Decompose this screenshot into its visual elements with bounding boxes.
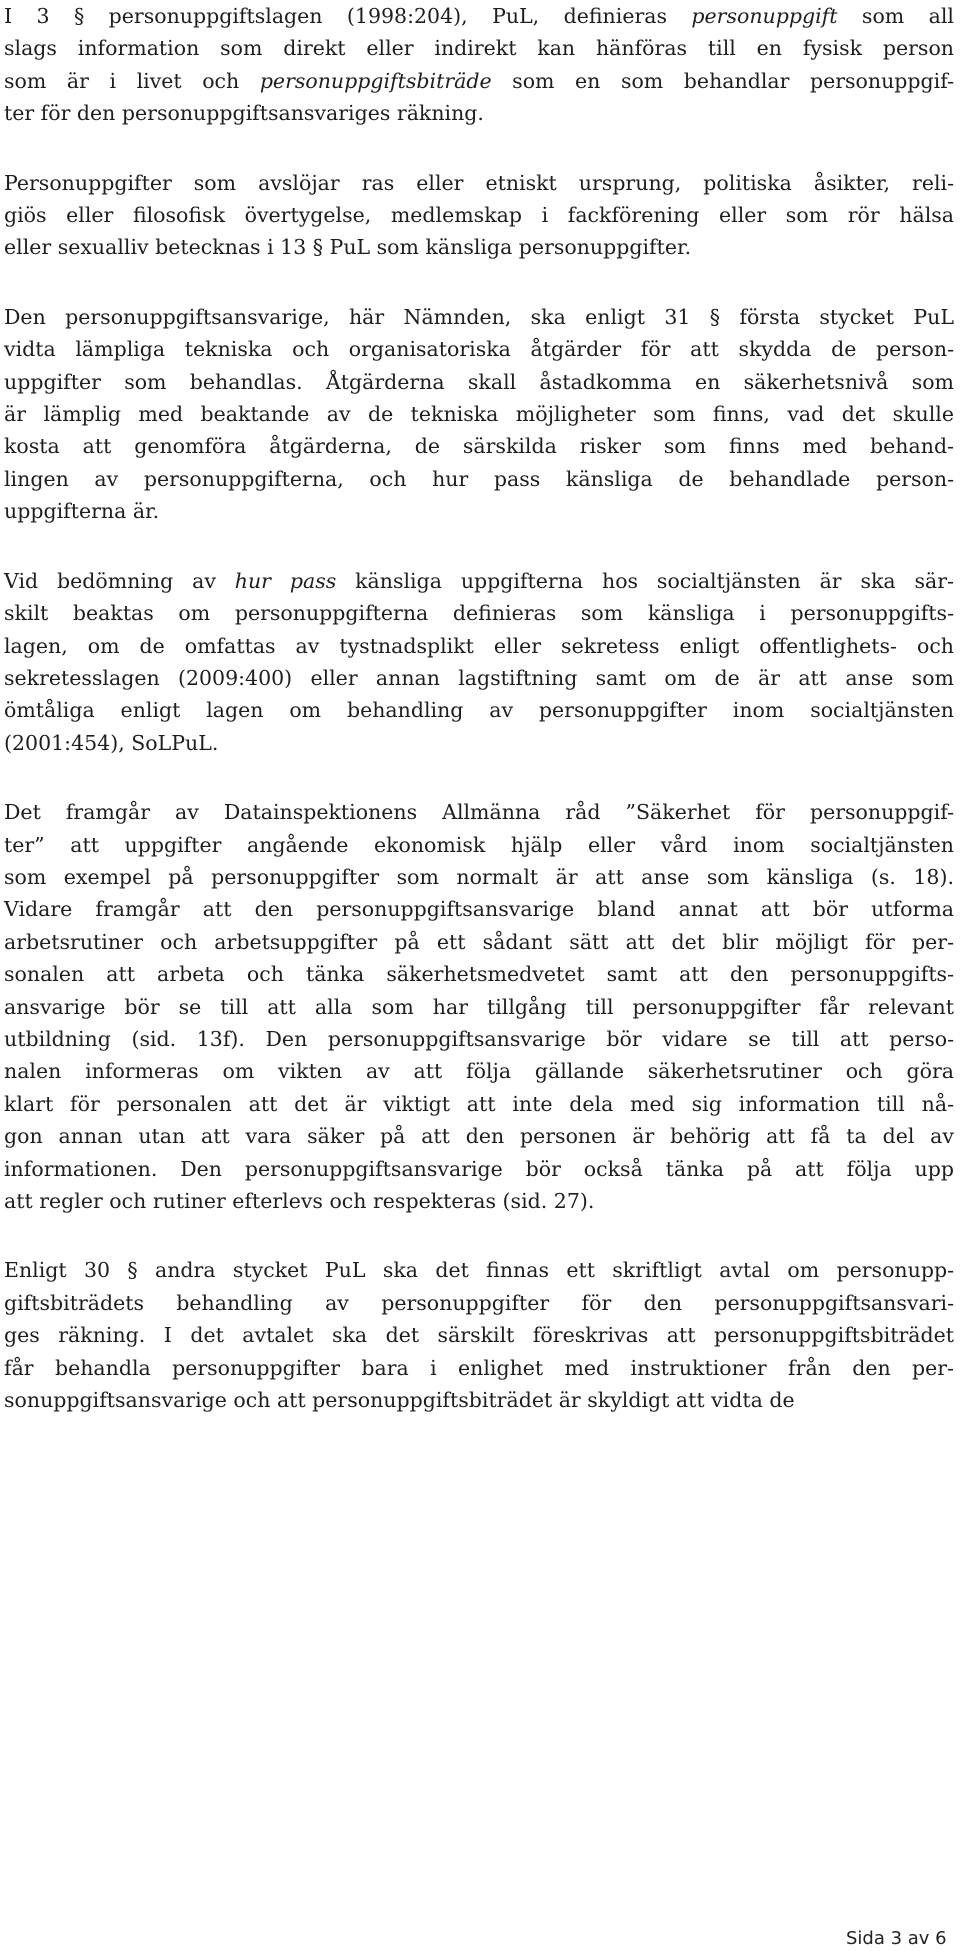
text-line <box>4 32 954 64</box>
text-run: eller sexualliv betecknas i 13 § PuL som känsliga personuppgifter. <box>4 235 692 260</box>
text-run: Vidare framgår att den personuppgiftsansvarige bland annat att bör utforma <box>4 897 954 922</box>
text-line <box>4 1352 954 1384</box>
text-run: Den personuppgiftsansvarige, här Nämnden, ska enligt 31 § första stycket PuL <box>4 304 954 329</box>
text-run: uppgifterna är. <box>4 499 160 524</box>
text-run: gon annan utan att vara säker på att den personen är behörig att få ta del av <box>4 1124 954 1149</box>
paragraph <box>4 167 954 264</box>
body-text <box>4 0 954 1416</box>
text-run: Personuppgifter som avslöjar ras eller etniskt ursprung, politiska åsikter, reli- <box>4 170 954 195</box>
text-line <box>4 495 954 527</box>
text-line <box>4 1153 954 1185</box>
paragraph-gap <box>4 528 954 565</box>
italic-term: hur pass <box>234 568 337 593</box>
paragraph-gap <box>4 130 954 167</box>
paragraph-gap <box>4 1217 954 1254</box>
text-line <box>4 398 954 430</box>
text-line <box>4 958 954 990</box>
text-line <box>4 1287 954 1319</box>
text-run: lingen av personuppgifterna, och hur pass känsliga de behandlade person- <box>4 466 954 491</box>
text-run: kosta att genomföra åtgärderna, de särskilda risker som finns med behand- <box>4 434 954 459</box>
text-run: är lämplig med beaktande av de tekniska möjligheter som finns, vad det skulle <box>4 402 954 427</box>
text-run: att regler och rutiner efterlevs och respekteras (sid. 27). <box>4 1189 595 1213</box>
text-line <box>4 1055 954 1087</box>
text-run: vidta lämpliga tekniska och organisatoriska åtgärder för att skydda de person- <box>4 337 954 362</box>
paragraph <box>4 0 954 130</box>
text-run: sonuppgiftsansvarige och att personuppgiftsbiträdet är skyldigt att vidta de <box>4 1388 795 1413</box>
paragraph-gap <box>4 264 954 301</box>
text-run: sonalen att arbeta och tänka säkerhetsmedvetet samt att den personuppgifts- <box>4 962 954 987</box>
text-line <box>4 694 954 726</box>
text-line <box>4 167 954 199</box>
text-line <box>4 991 954 1023</box>
text-line <box>4 1088 954 1120</box>
text-run: informationen. Den personuppgiftsansvarige bör också tänka på att följa upp <box>4 1156 954 1181</box>
text-run: utbildning (sid. 13f). Den personuppgiftsansvarige bör vidare se till att perso- <box>4 1026 954 1051</box>
text-line <box>4 1185 954 1217</box>
text-line <box>4 565 954 597</box>
text-line <box>4 199 954 231</box>
text-run: ges räkning. I det avtalet ska det särskilt föreskrivas att personuppgiftsbiträdet <box>4 1323 954 1348</box>
text-line <box>4 97 954 129</box>
text-run: I 3 § personuppgiftslagen (1998:204), PuL, definieras <box>4 4 692 28</box>
text-line <box>4 0 954 32</box>
text-run: ter för den personuppgiftsansvariges räkning. <box>4 101 484 126</box>
text-run: känsliga uppgifterna hos socialtjänsten är ska sär- <box>336 568 954 593</box>
text-line <box>4 630 954 662</box>
text-line <box>4 333 954 365</box>
text-line <box>4 861 954 893</box>
text-run: uppgifter som behandlas. Åtgärderna skall åstadkomma en säkerhetsnivå som <box>4 369 954 394</box>
text-run: giös eller filosofisk övertygelse, medlemskap i fackförening eller som rör hälsa <box>4 203 954 228</box>
text-run: sekretesslagen (2009:400) eller annan lagstiftning samt om de är att anse som <box>4 665 954 690</box>
text-line <box>4 65 954 97</box>
text-run: Det framgår av Datainspektionens Allmänna råd ”Säkerhet för personuppgif- <box>4 800 954 825</box>
text-line <box>4 1384 954 1416</box>
text-line <box>4 1023 954 1055</box>
text-run: ansvarige bör se till att alla som har tillgång till personuppgifter får relevant <box>4 994 954 1019</box>
text-run: som exempel på personuppgifter som normalt är att anse som känsliga (s. 18). <box>4 864 954 889</box>
text-line <box>4 231 954 263</box>
text-line <box>4 727 954 759</box>
paragraph <box>4 565 954 759</box>
paragraph <box>4 796 954 1217</box>
text-run: Vid bedömning av <box>4 568 235 593</box>
text-line <box>4 893 954 925</box>
page-number: Sida 3 av 6 <box>846 1928 947 1949</box>
text-line <box>4 796 954 828</box>
text-run: ömtåliga enligt lagen om behandling av personuppgifter inom socialtjänsten <box>4 698 954 723</box>
paragraph <box>4 301 954 528</box>
text-line <box>4 1319 954 1351</box>
text-run: slags information som direkt eller indirekt kan hänföras till en fysisk person <box>4 36 954 61</box>
italic-term: personuppgift <box>691 4 838 28</box>
text-line <box>4 662 954 694</box>
text-run: arbetsrutiner och arbetsuppgifter på ett sådant sätt att det blir möjligt för per- <box>4 929 954 954</box>
text-run: ter” att uppgifter angående ekonomisk hjälp eller vård inom socialtjänsten <box>4 832 954 857</box>
text-run: klart för personalen att det är viktigt att inte dela med sig information till nå- <box>4 1091 954 1116</box>
paragraph-gap <box>4 759 954 796</box>
text-run: Enligt 30 § andra stycket PuL ska det finnas ett skriftligt avtal om personupp- <box>4 1258 954 1283</box>
italic-term: personuppgiftsbiträde <box>259 68 492 93</box>
text-line <box>4 597 954 629</box>
paragraph <box>4 1254 954 1416</box>
text-line <box>4 301 954 333</box>
text-run: som är i livet och <box>4 68 260 93</box>
text-run: får behandla personuppgifter bara i enlighet med instruktioner från den per- <box>4 1355 954 1380</box>
text-run: lagen, om de omfattas av tystnadsplikt eller sekretess enligt offentlighets- och <box>4 633 954 658</box>
text-line <box>4 366 954 398</box>
text-run: (2001:454), SoLPuL. <box>4 730 219 755</box>
text-line <box>4 1254 954 1286</box>
text-run: som all <box>837 4 954 28</box>
text-line <box>4 1120 954 1152</box>
text-line <box>4 829 954 861</box>
text-run: skilt beaktas om personuppgifterna definieras som känsliga i personuppgifts- <box>4 601 954 626</box>
text-line <box>4 926 954 958</box>
text-run: som en som behandlar personuppgif- <box>491 68 954 93</box>
text-line <box>4 463 954 495</box>
text-line <box>4 430 954 462</box>
text-run: giftsbiträdets behandling av personuppgifter för den personuppgiftsansvari- <box>4 1290 954 1315</box>
text-run: nalen informeras om vikten av att följa gällande säkerhetsrutiner och göra <box>4 1059 954 1084</box>
